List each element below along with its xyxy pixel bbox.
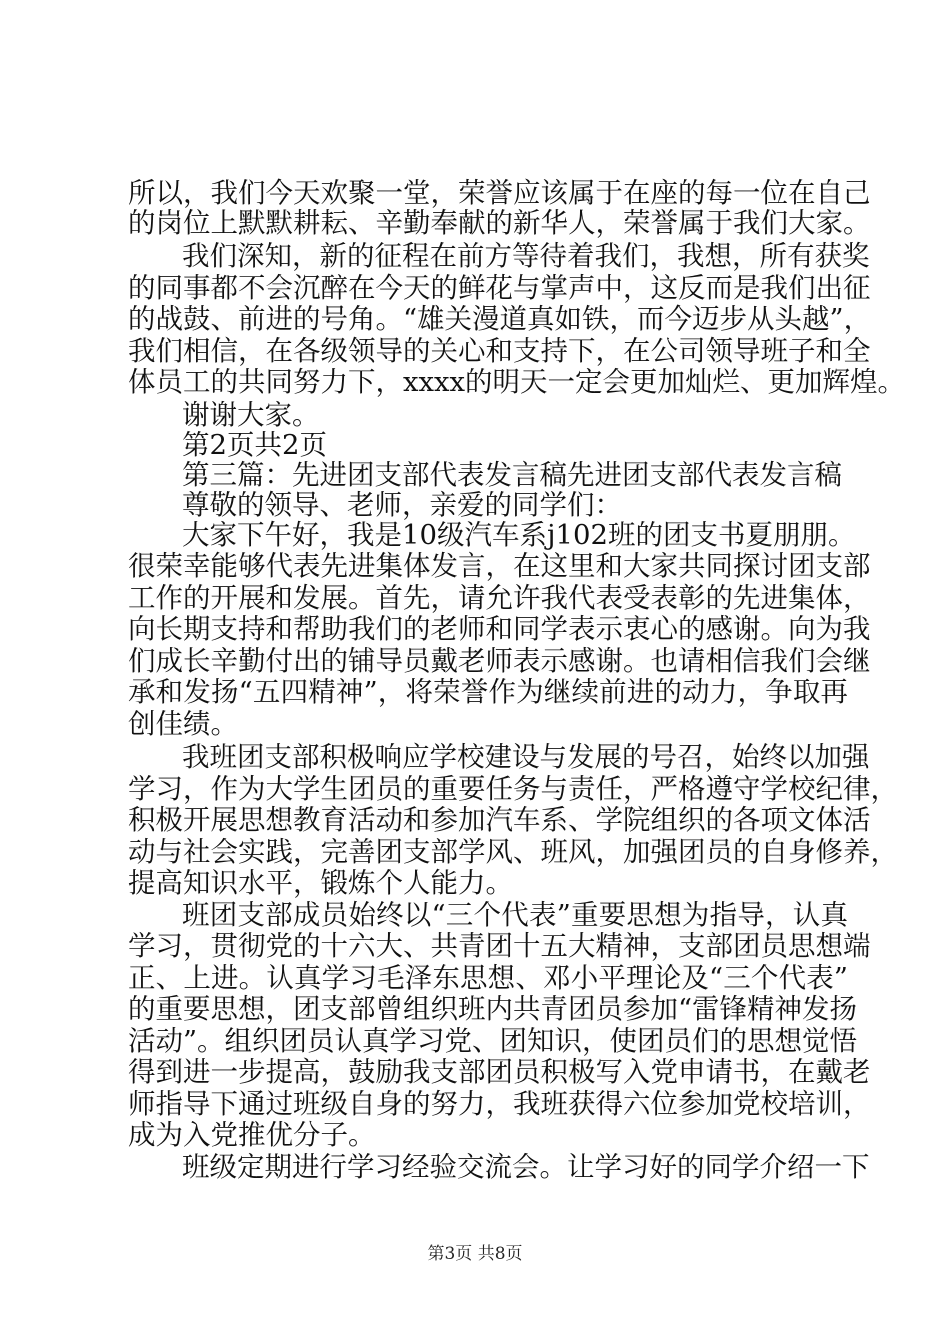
- text-line: 第2页共2页: [182, 429, 327, 461]
- text-line: 学习，贯彻党的十六大、共青团十五大精神，支部团员思想端: [128, 930, 871, 962]
- text-line: 班团支部成员始终以“三个代表”重要思想为指导，认真: [182, 899, 848, 931]
- text-line: 的战鼓、前进的号角。“雄关漫道真如铁，而今迈步从头越”，: [128, 303, 872, 335]
- text-line: 我班团支部积极响应学校建设与发展的号召，始终以加强: [182, 741, 870, 773]
- text-line: 所以，我们今天欢聚一堂，荣誉应该属于在座的每一位在自己: [128, 177, 871, 209]
- text-line: 正、上进。认真学习毛泽东思想、邓小平理论及“三个代表”: [128, 962, 848, 994]
- text-line: 积极开展思想教育活动和参加汽车系、学院组织的各项文体活: [128, 804, 871, 836]
- text-line: 很荣幸能够代表先进集体发言，在这里和大家共同探讨团支部: [128, 550, 871, 582]
- text-line: 班级定期进行学习经验交流会。让学习好的同学介绍一下: [182, 1151, 870, 1183]
- text-line: 大家下午好，我是10级汽车系j102班的团支书夏朋朋。: [182, 519, 856, 551]
- page-footer: 第3页 共8页: [427, 1244, 523, 1264]
- text-line: 谢谢大家。: [182, 399, 320, 431]
- text-line: 们成长辛勤付出的铺导员戴老师表示感谢。也请相信我们会继: [128, 645, 871, 677]
- text-line: 我们深知，新的征程在前方等待着我们，我想，所有获奖: [182, 240, 870, 272]
- text-line: 向长期支持和帮助我们的老师和同学表示衷心的感谢。向为我: [128, 613, 871, 645]
- text-line: 我们相信，在各级领导的关心和支持下，在公司领导班子和全: [128, 335, 871, 367]
- salutation: 尊敬的领导、老师，亲爱的同学们：: [182, 489, 622, 521]
- section-heading: 第三篇：先进团支部代表发言稿先进团支部代表发言稿: [182, 459, 842, 491]
- text-line: 师指导下通过班级自身的努力，我班获得六位参加党校培训，: [128, 1088, 871, 1120]
- text-line: 工作的开展和发展。首先，请允许我代表受表彰的先进集体，: [128, 582, 871, 614]
- text-line: 学习，作为大学生团员的重要任务与责任，严格遵守学校纪律，: [128, 773, 898, 805]
- text-line: 承和发扬“五四精神”，将荣誉作为继续前进的动力，争取再: [128, 676, 848, 708]
- text-line: 活动”。组织团员认真学习党、团知识，使团员们的思想觉悟: [128, 1025, 858, 1057]
- text-line: 体员工的共同努力下，xxxx的明天一定会更加灿烂、更加辉煌。: [128, 366, 906, 398]
- text-line: 的岗位上默默耕耘、辛勤奉献的新华人，荣誉属于我们大家。: [128, 207, 871, 239]
- text-line: 成为入党推优分子。: [128, 1119, 376, 1151]
- text-line: 的同事都不会沉醉在今天的鲜花与掌声中，这反而是我们出征: [128, 272, 871, 304]
- text-line: 动与社会实践，完善团支部学风、班风，加强团员的自身修养，: [128, 836, 898, 868]
- text-line: 得到进一步提高，鼓励我支部团员积极写入党申请书，在戴老: [128, 1056, 871, 1088]
- text-line: 提高知识水平，锻炼个人能力。: [128, 867, 513, 899]
- text-line: 创佳绩。: [128, 708, 238, 740]
- text-line: 的重要思想，团支部曾组织班内共青团员参加“雷锋精神发扬: [128, 993, 858, 1025]
